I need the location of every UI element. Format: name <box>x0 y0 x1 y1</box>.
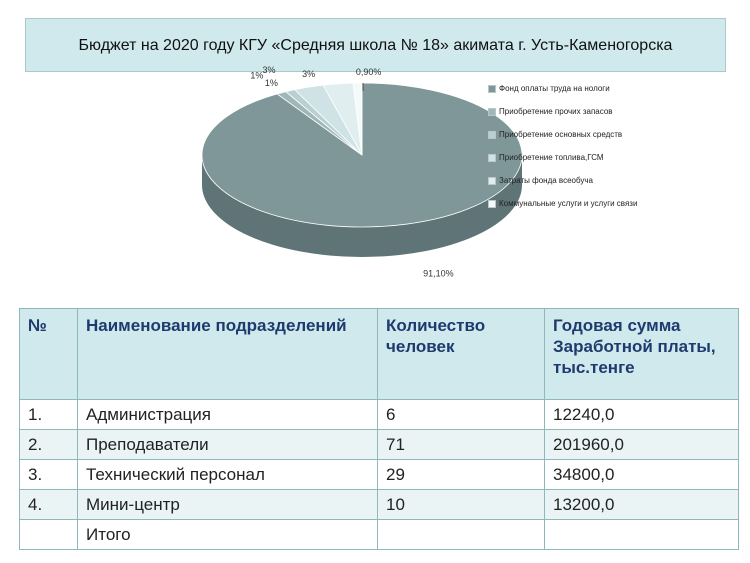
legend-label: Фонд оплаты труда на нологи <box>499 84 610 93</box>
table-row <box>20 490 739 520</box>
legend-label: Коммунальные услуги и услуги связи <box>499 199 638 208</box>
cell-number: 1. <box>20 400 78 430</box>
legend-item <box>488 84 610 93</box>
cell-salary: 201960,0 <box>545 430 739 460</box>
cell-salary: 12240,0 <box>545 400 739 430</box>
table-header-row <box>20 309 739 400</box>
cell-headcount: 71 <box>378 430 545 460</box>
pie-slice-label: 1% <box>250 70 264 81</box>
legend-swatch <box>488 154 496 162</box>
table-row <box>20 460 739 490</box>
cell-salary: 34800,0 <box>545 460 739 490</box>
cell-department: Преподаватели <box>78 430 378 460</box>
legend-item <box>488 199 637 208</box>
cell-department: Мини-центр <box>78 490 378 520</box>
legend-label: Затраты фонда всеобуча <box>499 176 593 185</box>
pie-slice-label: 1% <box>264 78 278 89</box>
legend-swatch <box>488 85 496 93</box>
cell-headcount <box>378 520 545 550</box>
legend-item <box>488 107 613 116</box>
header-annual-salary: Годовая сумма Заработной платы, тыс.тенге <box>545 309 739 400</box>
cell-salary <box>545 520 739 550</box>
pie-slice-label: 91,10% <box>423 268 454 279</box>
cell-department: Технический персонал <box>78 460 378 490</box>
pie-slice-label: 3% <box>262 65 276 76</box>
cell-number: 4. <box>20 490 78 520</box>
legend-item <box>488 176 593 185</box>
cell-headcount: 29 <box>378 460 545 490</box>
legend-swatch <box>488 131 496 139</box>
chart-title: Бюджет на 2020 году КГУ «Средняя школа № 18» акимата г. Усть-Каменогорска <box>78 36 673 54</box>
cell-headcount: 10 <box>378 490 545 520</box>
cell-number <box>20 520 78 550</box>
table-row <box>20 400 739 430</box>
legend-label: Приобретение основных средств <box>499 130 623 139</box>
table-row <box>20 430 739 460</box>
cell-department: Итого <box>78 520 378 550</box>
legend-swatch <box>488 200 496 208</box>
salary-table <box>19 308 739 550</box>
legend-item <box>488 153 604 162</box>
cell-salary: 13200,0 <box>545 490 739 520</box>
header-headcount: Количество человек <box>378 309 545 400</box>
header-number: № <box>20 309 78 400</box>
legend-swatch <box>488 108 496 116</box>
legend-swatch <box>488 177 496 185</box>
header-department: Наименование подразделений <box>78 309 378 400</box>
cell-department: Администрация <box>78 400 378 430</box>
legend-label: Приобретение прочих запасов <box>499 107 613 116</box>
pie-slice-label: 0,90% <box>355 67 382 78</box>
cell-number: 2. <box>20 430 78 460</box>
pie-slice-label: 3% <box>302 69 316 80</box>
legend-item <box>488 130 622 139</box>
cell-headcount: 6 <box>378 400 545 430</box>
cell-number: 3. <box>20 460 78 490</box>
table-row-total <box>20 520 739 550</box>
legend-label: Приобретение топлива,ГСМ <box>499 153 604 162</box>
